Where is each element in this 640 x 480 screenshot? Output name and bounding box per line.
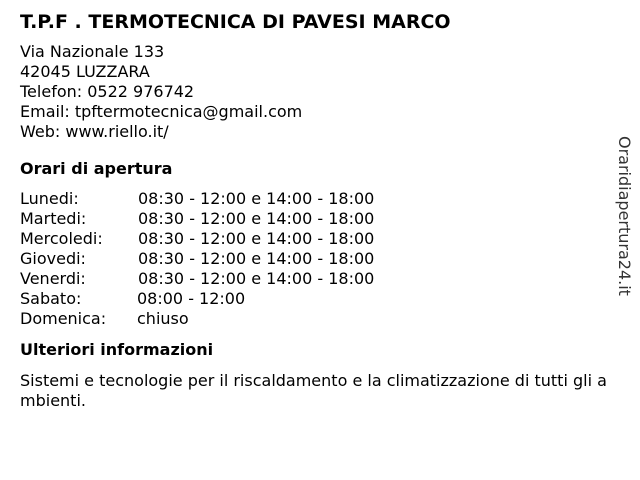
opening-hours-title: Orari di apertura [20,159,173,178]
address-line: Via Nazionale 133 [20,42,165,61]
day-label: Martedi: [20,209,87,228]
day-label: Domenica: [20,309,107,328]
business-card [20,10,612,411]
email-line[interactable]: Email: tpftermotecnica@gmail.com [20,102,303,121]
day-label: Mercoledi: [20,229,103,248]
hours-row-saturday [20,289,612,309]
hours-row-monday [20,189,612,209]
day-label: Venerdi: [20,269,86,288]
day-label: Sabato: [20,289,82,308]
phone-line[interactable]: Telefon: 0522 976742 [20,82,195,101]
day-hours: 08:30 - 12:00 e 14:00 - 18:00 [138,249,375,268]
hours-row-friday [20,269,612,289]
hours-row-tuesday [20,209,612,229]
day-label: Lunedi: [20,189,79,208]
hours-row-sunday [20,309,612,329]
business-description: Sistemi e tecnologie per il riscaldamento e la climatizzazione di tutti gli ambienti. [20,371,607,410]
hours-row-wednesday [20,229,612,249]
city-line: 42045 LUZZARA [20,62,150,81]
day-hours: 08:00 - 12:00 [137,289,246,308]
site-watermark: Oraridiapertura24.it [615,136,634,296]
web-line[interactable]: Web: www.riello.it/ [20,122,169,141]
day-hours: 08:30 - 12:00 e 14:00 - 18:00 [138,189,375,208]
day-label: Giovedi: [20,249,86,268]
day-hours: chiuso [137,309,189,328]
day-hours: 08:30 - 12:00 e 14:00 - 18:00 [138,269,375,288]
opening-hours-list [20,189,612,329]
business-name: T.P.F . TERMOTECNICA DI PAVESI MARCO [20,11,451,33]
additional-info-title: Ulteriori informazioni [20,340,214,359]
day-hours: 08:30 - 12:00 e 14:00 - 18:00 [138,229,375,248]
day-hours: 08:30 - 12:00 e 14:00 - 18:00 [138,209,375,228]
hours-row-thursday [20,249,612,269]
